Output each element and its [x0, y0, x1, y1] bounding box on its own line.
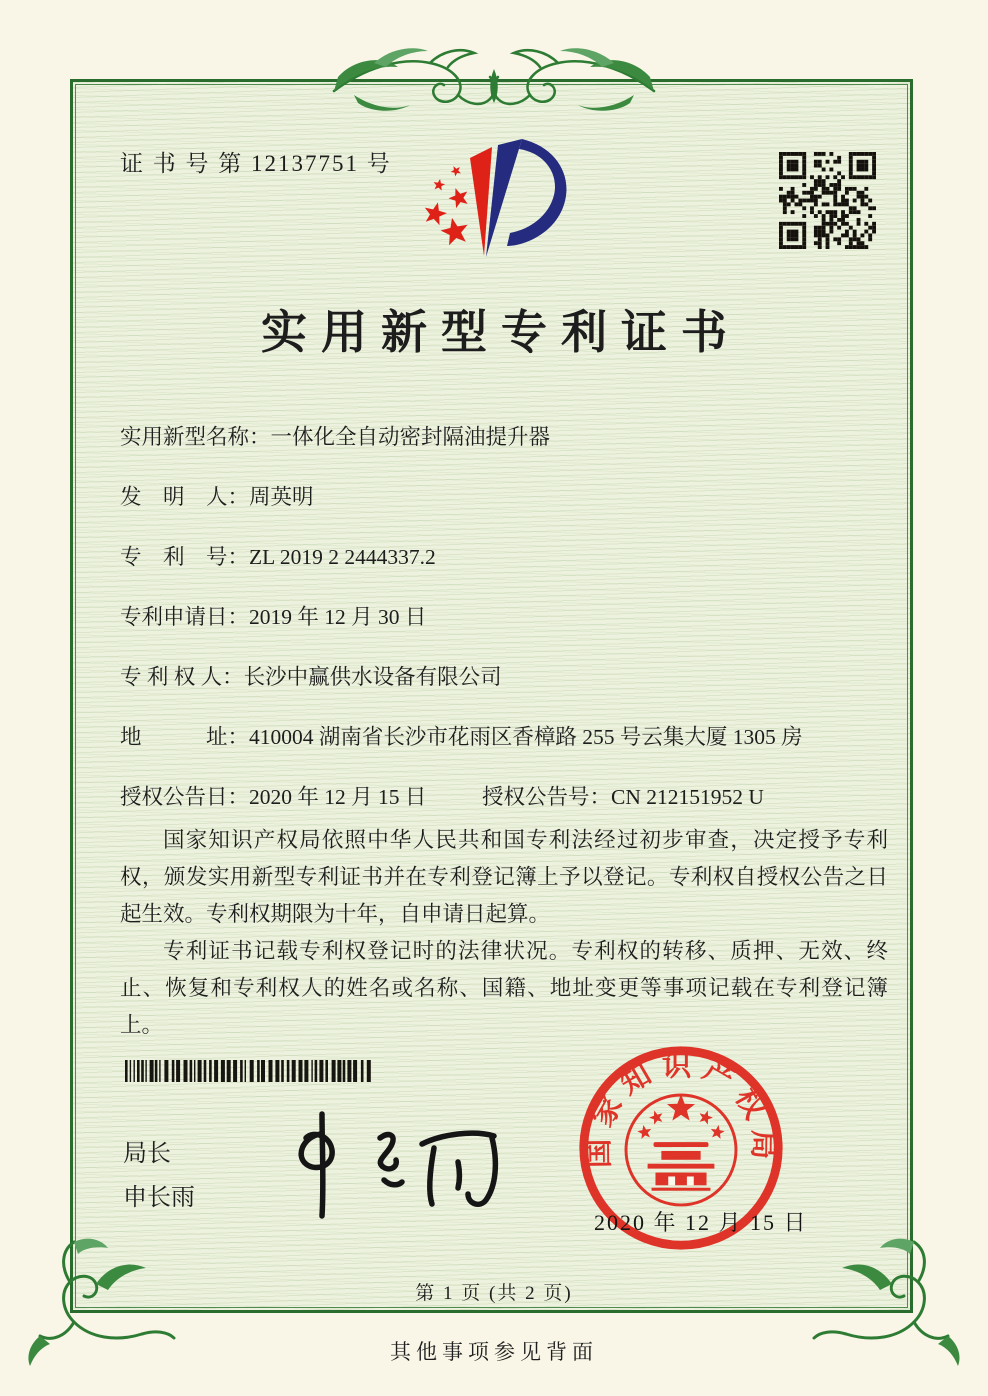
back-note: 其他事项参见背面 [390, 1340, 598, 1364]
legal-paragraph-1: 国家知识产权局依照中华人民共和国专利法经过初步审查，决定授予专利权，颁发实用新型专利证书并在专利登记簿上予以登记。专利权自授权公告之日起生效。专利权期限为十年，自申请日起算。 [120, 828, 888, 926]
field-value: ZL 2019 2 2444337.2 [249, 545, 436, 569]
field-value: 长沙中赢供水设备有限公司 [243, 665, 502, 689]
director-signature [262, 1104, 522, 1224]
field-label: 授权公告号： [482, 785, 612, 809]
barcode [123, 1060, 373, 1082]
seal-organization: 国家知识产权局 [583, 1050, 779, 1169]
field-list [120, 420, 890, 840]
cnipa-logo-icon [413, 136, 577, 270]
field-value: 2019 年 12 月 30 日 [249, 605, 427, 629]
qr-code [779, 152, 876, 249]
field-label: 专 利 权 人： [120, 665, 244, 689]
page-number: 第 1 页 (共 2 页) [415, 1283, 573, 1304]
director-title: 局长 [123, 1141, 171, 1167]
certificate-number: 证 书 号 第 12137751 号 [120, 151, 392, 176]
director-block [123, 1132, 195, 1220]
field-value: 410004 湖南省长沙市花雨区香樟路 255 号云集大厦 1305 房 [249, 725, 803, 749]
field-value: 周英明 [249, 485, 314, 509]
field-value: 一体化全自动密封隔油提升器 [270, 425, 551, 449]
director-name: 申长雨 [123, 1185, 195, 1211]
field-patent-number [120, 540, 890, 600]
field-patentee [120, 660, 890, 720]
field-label: 地 址： [120, 725, 250, 749]
seal-date: 2020 年 12 月 15 日 [594, 1210, 808, 1235]
field-address [120, 720, 890, 780]
certificate-title: 实用新型专利证书 [261, 307, 741, 358]
field-filing-date [120, 600, 890, 660]
field-value: 2020 年 12 月 15 日 [249, 785, 427, 809]
legal-paragraph-2: 专利证书记载专利权登记时的法律状况。专利权的转移、质押、无效、终止、恢复和专利权人的姓名或名称、国籍、地址变更等事项记载在专利登记簿上。 [120, 939, 888, 1037]
field-label: 授权公告日： [120, 785, 250, 809]
national-emblem-icon [626, 1094, 736, 1205]
field-label: 专利申请日： [120, 605, 250, 629]
legal-text [120, 822, 888, 1044]
field-label: 实用新型名称： [120, 425, 271, 449]
field-label: 发 明 人： [120, 485, 250, 509]
field-value: CN 212151952 U [611, 785, 764, 809]
field-label: 专 利 号： [120, 545, 250, 569]
field-utility-model-name [120, 420, 890, 480]
field-inventor [120, 480, 890, 540]
